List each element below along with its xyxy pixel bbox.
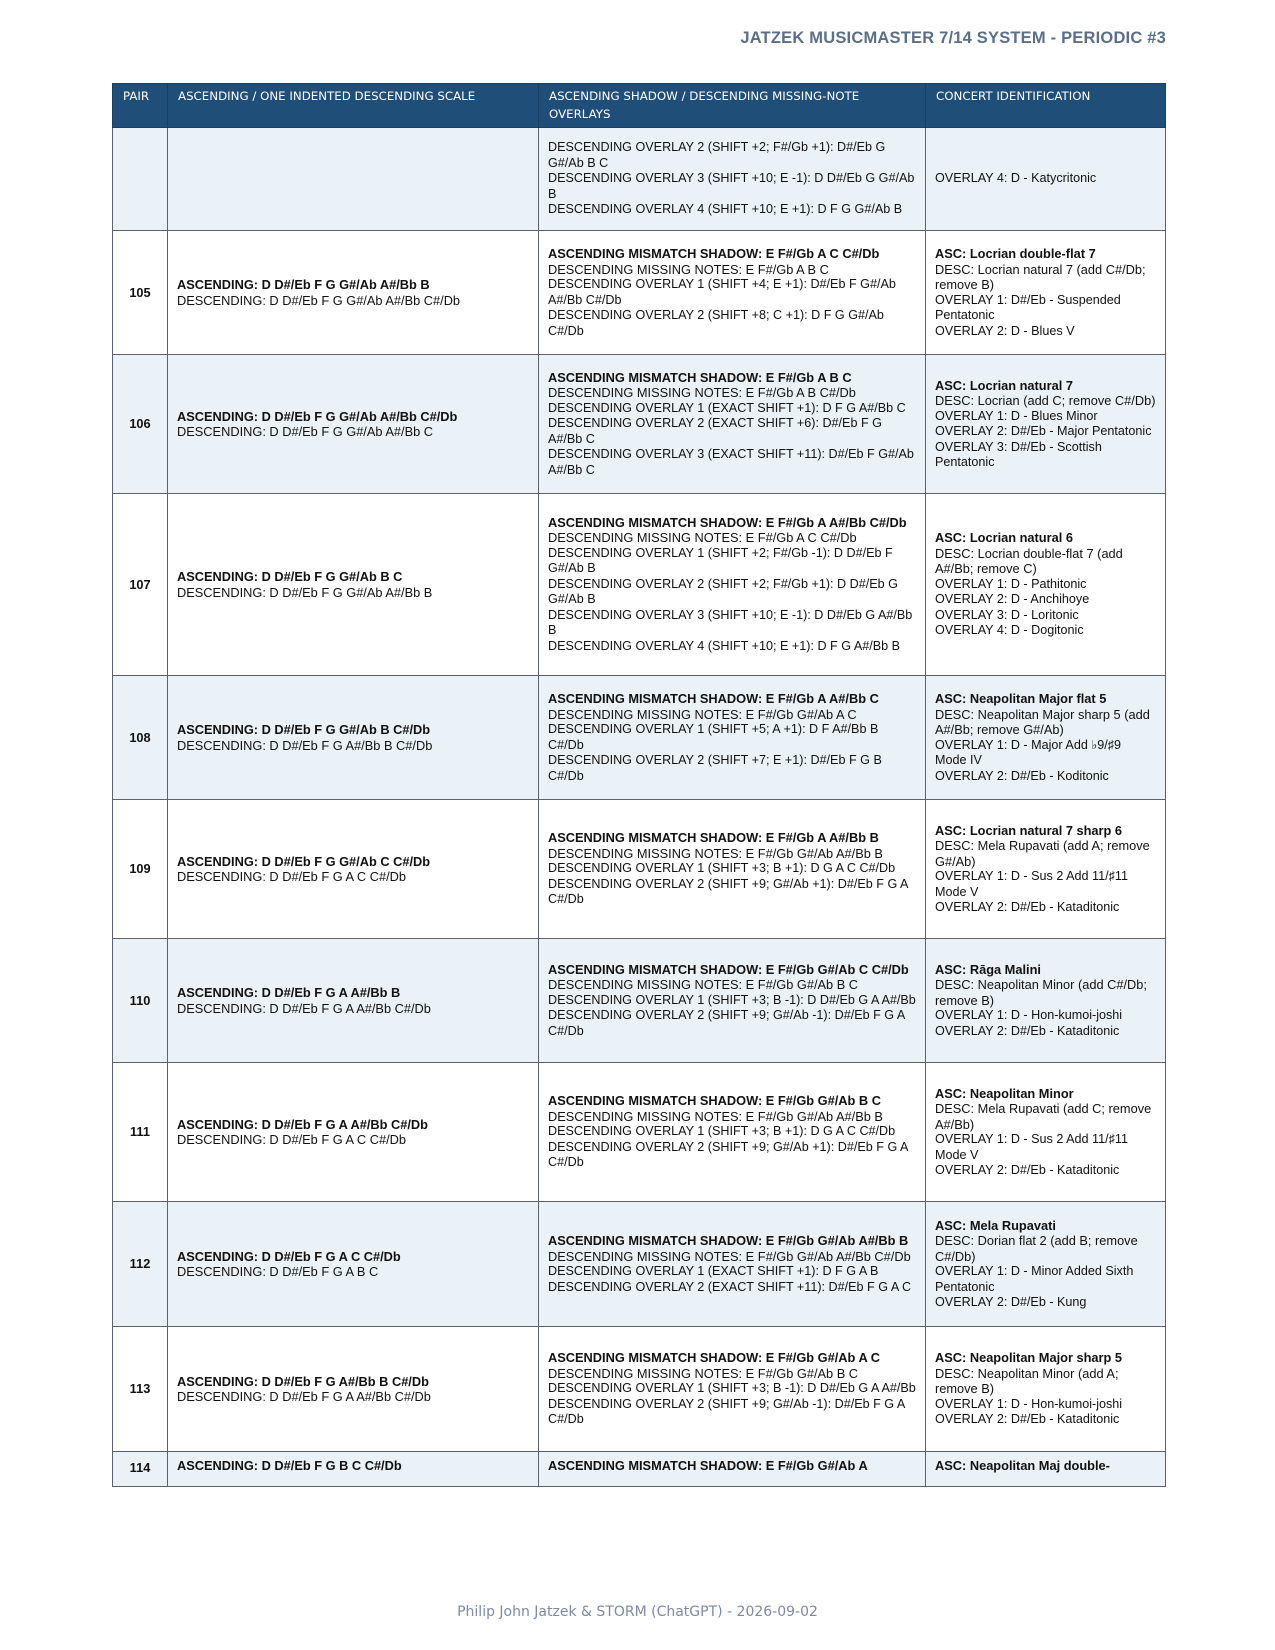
scale-cell <box>168 231 539 355</box>
concert-overlay: OVERLAY 2: D#/Eb - Kataditonic <box>935 1023 1120 1038</box>
ascending-scale: ASCENDING: D D#/Eb F G B C C#/Db <box>177 1458 402 1473</box>
concert-overlay: OVERLAY 1: D - Hon-kumoi-joshi <box>935 1008 1123 1023</box>
table-row <box>113 128 1166 231</box>
scale-cell <box>168 494 539 676</box>
overlays-cell <box>539 355 926 494</box>
concert-ascending-id: ASC: Rāga Malini <box>935 961 1041 977</box>
concert-overlay: OVERLAY 2: D#/Eb - Kataditonic <box>935 1163 1120 1177</box>
table-row <box>113 1327 1166 1452</box>
concert-descending-id: DESC: Neapolitan Minor (add A; remove B) <box>935 1365 1119 1397</box>
ascending-mismatch-shadow: ASCENDING MISMATCH SHADOW: E F#/Gb A A#/Bb B <box>548 830 879 846</box>
ascending-mismatch-shadow: ASCENDING MISMATCH SHADOW: E F#/Gb G#/Ab C C#/Db <box>548 961 909 977</box>
ascending-scale: ASCENDING: D D#/Eb F G A#/Bb B C#/Db <box>177 1373 429 1389</box>
scale-cell <box>168 355 539 494</box>
ascending-mismatch-shadow: ASCENDING MISMATCH SHADOW: E F#/Gb A B C <box>548 369 852 385</box>
descending-missing-notes: DESCENDING MISSING NOTES: E F#/Gb G#/Ab A C <box>548 706 857 722</box>
concert-cell <box>926 355 1166 494</box>
descending-scale: DESCENDING: D D#/Eb F G G#/Ab A#/Bb C#/Db <box>177 292 461 308</box>
concert-ascending-id: ASC: Neapolitan Major flat 5 <box>935 691 1107 706</box>
concert-overlay: OVERLAY 1: D - Major Add ♭9/♯9 Mode IV <box>935 737 1122 767</box>
concert-overlay: OVERLAY 1: D - Pathitonic <box>935 576 1087 591</box>
pair-cell: 105 <box>113 231 168 355</box>
overlays-cell <box>539 1452 926 1487</box>
overlays-cell <box>539 1327 926 1452</box>
page-title: JATZEK MUSICMASTER 7/14 SYSTEM - PERIODIC #3 <box>740 29 1166 47</box>
table-row <box>113 494 1166 676</box>
overlays-cell <box>539 494 926 676</box>
ascending-scale: ASCENDING: D D#/Eb F G G#/Ab A#/Bb B <box>177 277 430 292</box>
descending-overlay: DESCENDING OVERLAY 2 (SHIFT +9; G#/Ab -1): D#/Eb F G A C#/Db <box>548 1396 905 1427</box>
concert-overlay: OVERLAY 2: D - Anchihoye <box>935 592 1090 607</box>
descending-overlay: DESCENDING OVERLAY 2 (SHIFT +9; G#/Ab +1): D#/Eb F G A C#/Db <box>548 1139 908 1170</box>
concert-ascending-id: ASC: Locrian natural 7 sharp 6 <box>935 822 1123 838</box>
concert-ascending-id: ASC: Neapolitan Minor <box>935 1085 1074 1101</box>
descending-scale: DESCENDING: D D#/Eb F G A B C <box>177 1264 379 1279</box>
concert-cell <box>926 231 1166 355</box>
scale-cell <box>168 1452 539 1487</box>
concert-descending-id: DESC: Neapolitan Major sharp 5 (add A#/Bb; remove G#/Ab) <box>935 706 1150 737</box>
ascending-mismatch-shadow: ASCENDING MISMATCH SHADOW: E F#/Gb G#/Ab B C <box>548 1093 881 1109</box>
overlays-cell <box>539 676 926 800</box>
descending-overlay: DESCENDING OVERLAY 2 (SHIFT +8; C +1): D F G G#/Ab C#/Db <box>548 308 884 338</box>
ascending-scale: ASCENDING: D D#/Eb F G G#/Ab A#/Bb C#/Db <box>177 408 458 424</box>
concert-descending-id: DESC: Neapolitan Minor (add C#/Db; remove B) <box>935 977 1147 1008</box>
descending-overlay: DESCENDING OVERLAY 2 (SHIFT +7; E +1): D#/Eb F G B C#/Db <box>548 753 882 783</box>
column-header-overlays: ASCENDING SHADOW / DESCENDING MISSING-NOTE OVERLAYS <box>539 84 926 128</box>
ascending-mismatch-shadow: ASCENDING MISMATCH SHADOW: E F#/Gb A A#/Bb C#/Db <box>548 514 907 530</box>
concert-overlay: OVERLAY 1: D - Blues Minor <box>935 408 1098 423</box>
descending-missing-notes: DESCENDING MISSING NOTES: E F#/Gb G#/Ab A#/Bb C#/Db <box>548 1248 911 1264</box>
concert-ascending-id: ASC: Mela Rupavati <box>935 1217 1056 1233</box>
descending-overlay: DESCENDING OVERLAY 3 (SHIFT +10; E -1): D D#/Eb G G#/Ab B <box>548 171 915 201</box>
concert-descending-id: DESC: Locrian (add C; remove C#/Db) <box>935 393 1156 408</box>
concert-overlay: OVERLAY 3: D#/Eb - Scottish Pentatonic <box>935 439 1102 469</box>
table-row <box>113 231 1166 355</box>
pair-cell: 107 <box>113 494 168 676</box>
concert-descending-id: DESC: Mela Rupavati (add A; remove G#/Ab) <box>935 838 1150 869</box>
concert-overlay: OVERLAY 2: D#/Eb - Koditonic <box>935 768 1109 783</box>
descending-overlay: DESCENDING OVERLAY 2 (SHIFT +2; F#/Gb +1): D D#/Eb G G#/Ab B <box>548 576 898 607</box>
descending-overlay: DESCENDING OVERLAY 1 (SHIFT +2; F#/Gb -1): D D#/Eb F G#/Ab B <box>548 545 893 576</box>
ascending-scale: ASCENDING: D D#/Eb F G A A#/Bb B <box>177 985 401 1000</box>
scale-cell <box>168 676 539 800</box>
column-header-pair: PAIR <box>113 84 168 128</box>
concert-descending-id: DESC: Mela Rupavati (add C; remove A#/Bb) <box>935 1101 1152 1132</box>
descending-missing-notes: DESCENDING MISSING NOTES: E F#/Gb G#/Ab A#/Bb B <box>548 1108 883 1124</box>
concert-cell <box>926 1452 1166 1487</box>
scale-cell <box>168 1063 539 1202</box>
concert-overlay: OVERLAY 1: D - Sus 2 Add 11/♯11 Mode V <box>935 869 1128 899</box>
pair-cell <box>113 128 168 231</box>
concert-cell <box>926 1327 1166 1452</box>
ascending-mismatch-shadow: ASCENDING MISMATCH SHADOW: E F#/Gb A C C#/Db <box>548 246 880 261</box>
descending-scale: DESCENDING: D D#/Eb F G A C C#/Db <box>177 1132 406 1147</box>
scale-cell <box>168 939 539 1063</box>
concert-cell <box>926 1063 1166 1202</box>
descending-overlay: DESCENDING OVERLAY 2 (EXACT SHIFT +11): D#/Eb F G A C <box>548 1279 912 1294</box>
ascending-scale: ASCENDING: D D#/Eb F G G#/Ab C C#/Db <box>177 853 431 869</box>
descending-scale: DESCENDING: D D#/Eb F G G#/Ab A#/Bb B <box>177 584 433 600</box>
column-header-scale: ASCENDING / ONE INDENTED DESCENDING SCALE <box>168 84 539 128</box>
table-header-row <box>113 84 1166 128</box>
descending-missing-notes: DESCENDING MISSING NOTES: E F#/Gb G#/Ab B C <box>548 977 859 993</box>
concert-descending-id: DESC: Locrian natural 7 (add C#/Db; remove B) <box>935 261 1146 292</box>
descending-overlay: DESCENDING OVERLAY 3 (EXACT SHIFT +11): D#/Eb F G#/Ab A#/Bb C <box>548 447 914 477</box>
ascending-scale: ASCENDING: D D#/Eb F G G#/Ab B C#/Db <box>177 722 431 737</box>
concert-overlay: OVERLAY 2: D - Blues V <box>935 323 1075 338</box>
concert-overlay: OVERLAY 1: D - Hon-kumoi-joshi <box>935 1396 1123 1411</box>
descending-missing-notes: DESCENDING MISSING NOTES: E F#/Gb G#/Ab B C <box>548 1365 859 1381</box>
table-row <box>113 676 1166 800</box>
descending-overlay: DESCENDING OVERLAY 2 (SHIFT +2; F#/Gb +1): D#/Eb G G#/Ab B C <box>548 140 886 170</box>
descending-overlay: DESCENDING OVERLAY 1 (SHIFT +3; B +1): D G A C C#/Db <box>548 861 896 876</box>
ascending-scale: ASCENDING: D D#/Eb F G G#/Ab B C <box>177 569 403 584</box>
concert-descending-id: DESC: Dorian flat 2 (add B; remove C#/Db) <box>935 1233 1138 1264</box>
table-row <box>113 1063 1166 1202</box>
ascending-mismatch-shadow: ASCENDING MISMATCH SHADOW: E F#/Gb G#/Ab A#/Bb B <box>548 1233 909 1248</box>
pair-cell: 111 <box>113 1063 168 1202</box>
overlays-cell <box>539 800 926 939</box>
scale-pairs-table <box>112 83 1166 1487</box>
pair-cell: 106 <box>113 355 168 494</box>
descending-overlay: DESCENDING OVERLAY 2 (SHIFT +9; G#/Ab +1): D#/Eb F G A C#/Db <box>548 876 908 907</box>
concert-overlay: OVERLAY 2: D#/Eb - Kung <box>935 1295 1087 1309</box>
pair-cell: 112 <box>113 1202 168 1327</box>
scale-cell <box>168 800 539 939</box>
descending-overlay: DESCENDING OVERLAY 1 (SHIFT +3; B +1): D G A C C#/Db <box>548 1124 896 1139</box>
column-header-concert: CONCERT IDENTIFICATION <box>926 84 1166 128</box>
overlays-cell <box>539 231 926 355</box>
concert-ascending-id: ASC: Locrian natural 7 <box>935 377 1073 393</box>
descending-overlay: DESCENDING OVERLAY 1 (SHIFT +3; B -1): D D#/Eb G A A#/Bb <box>548 1381 916 1396</box>
descending-overlay: DESCENDING OVERLAY 4 (SHIFT +10; E +1): D F G G#/Ab B <box>548 202 903 217</box>
descending-overlay: DESCENDING OVERLAY 1 (EXACT SHIFT +1): D F G A B <box>548 1264 879 1278</box>
scale-cell <box>168 1202 539 1327</box>
concert-overlay: OVERLAY 1: D - Sus 2 Add 11/♯11 Mode V <box>935 1132 1128 1162</box>
table-row <box>113 355 1166 494</box>
ascending-scale: ASCENDING: D D#/Eb F G A A#/Bb C#/Db <box>177 1116 428 1132</box>
concert-overlay: OVERLAY 4: D - Katycritonic <box>935 171 1097 186</box>
descending-overlay: DESCENDING OVERLAY 2 (EXACT SHIFT +6): D#/Eb F G A#/Bb C <box>548 416 882 446</box>
descending-scale: DESCENDING: D D#/Eb F G A A#/Bb C#/Db <box>177 1000 431 1016</box>
scale-cell <box>168 128 539 231</box>
concert-overlay: OVERLAY 3: D - Loritonic <box>935 607 1079 622</box>
descending-missing-notes: DESCENDING MISSING NOTES: E F#/Gb A B C <box>548 261 829 277</box>
descending-missing-notes: DESCENDING MISSING NOTES: E F#/Gb G#/Ab A#/Bb B <box>548 845 883 861</box>
concert-cell <box>926 1202 1166 1327</box>
overlays-cell <box>539 1063 926 1202</box>
concert-overlay: OVERLAY 2: D#/Eb - Kataditonic <box>935 1412 1120 1427</box>
pair-cell: 108 <box>113 676 168 800</box>
pair-cell: 114 <box>113 1452 168 1487</box>
descending-scale: DESCENDING: D D#/Eb F G A A#/Bb C#/Db <box>177 1389 431 1404</box>
table-row <box>113 939 1166 1063</box>
overlays-cell <box>539 939 926 1063</box>
concert-cell <box>926 800 1166 939</box>
pair-cell: 109 <box>113 800 168 939</box>
pair-cell: 110 <box>113 939 168 1063</box>
concert-ascending-id: ASC: Locrian double-flat 7 <box>935 246 1096 261</box>
concert-overlay: OVERLAY 2: D#/Eb - Kataditonic <box>935 900 1120 914</box>
concert-ascending-id: ASC: Locrian natural 6 <box>935 530 1073 546</box>
descending-scale: DESCENDING: D D#/Eb F G A#/Bb B C#/Db <box>177 737 433 753</box>
concert-ascending-id: ASC: Neapolitan Major sharp 5 <box>935 1350 1123 1366</box>
ascending-mismatch-shadow: ASCENDING MISMATCH SHADOW: E F#/Gb A A#/Bb C <box>548 691 879 706</box>
pair-cell: 113 <box>113 1327 168 1452</box>
descending-missing-notes: DESCENDING MISSING NOTES: E F#/Gb A C C#/Db <box>548 530 857 546</box>
concert-descending-id: DESC: Locrian double-flat 7 (add A#/Bb; remove C) <box>935 545 1123 577</box>
descending-overlay: DESCENDING OVERLAY 4 (SHIFT +10; E +1): D F G A#/Bb B <box>548 638 901 653</box>
page-footer: Philip John Jatzek & STORM (ChatGPT) - 2026-09-02 <box>457 1604 818 1620</box>
concert-cell <box>926 676 1166 800</box>
descending-overlay: DESCENDING OVERLAY 1 (EXACT SHIFT +1): D F G A#/Bb C <box>548 400 906 415</box>
overlays-cell <box>539 1202 926 1327</box>
descending-overlay: DESCENDING OVERLAY 1 (SHIFT +3; B -1): D D#/Eb G A A#/Bb <box>548 992 916 1007</box>
concert-ascending-id: ASC: Neapolitan Maj double- <box>935 1458 1110 1473</box>
scale-cell <box>168 1327 539 1452</box>
table-row <box>113 800 1166 939</box>
concert-cell <box>926 939 1166 1063</box>
descending-overlay: DESCENDING OVERLAY 1 (SHIFT +4; E +1): D#/Eb F G#/Ab A#/Bb C#/Db <box>548 277 896 307</box>
ascending-mismatch-shadow: ASCENDING MISMATCH SHADOW: E F#/Gb G#/Ab A <box>548 1458 868 1473</box>
overlays-cell <box>539 128 926 231</box>
concert-cell <box>926 128 1166 231</box>
descending-overlay: DESCENDING OVERLAY 2 (SHIFT +9; G#/Ab -1): D#/Eb F G A C#/Db <box>548 1008 905 1038</box>
descending-scale: DESCENDING: D D#/Eb F G G#/Ab A#/Bb C <box>177 424 434 439</box>
concert-overlay: OVERLAY 1: D#/Eb - Suspended Pentatonic <box>935 292 1121 322</box>
concert-overlay: OVERLAY 2: D#/Eb - Major Pentatonic <box>935 424 1152 438</box>
descending-overlay: DESCENDING OVERLAY 1 (SHIFT +5; A +1): D F A#/Bb B C#/Db <box>548 722 879 752</box>
descending-scale: DESCENDING: D D#/Eb F G A C C#/Db <box>177 869 406 884</box>
ascending-scale: ASCENDING: D D#/Eb F G A C C#/Db <box>177 1248 401 1264</box>
table-row <box>113 1202 1166 1327</box>
table-row <box>113 1452 1166 1487</box>
descending-missing-notes: DESCENDING MISSING NOTES: E F#/Gb A B C#/Db <box>548 385 856 401</box>
ascending-mismatch-shadow: ASCENDING MISMATCH SHADOW: E F#/Gb G#/Ab A C <box>548 1350 881 1366</box>
descending-overlay: DESCENDING OVERLAY 3 (SHIFT +10; E -1): D D#/Eb G A#/Bb B <box>548 607 913 638</box>
concert-overlay: OVERLAY 1: D - Minor Added Sixth Pentatonic <box>935 1264 1134 1294</box>
concert-cell <box>926 494 1166 676</box>
concert-overlay: OVERLAY 4: D - Dogitonic <box>935 623 1084 638</box>
